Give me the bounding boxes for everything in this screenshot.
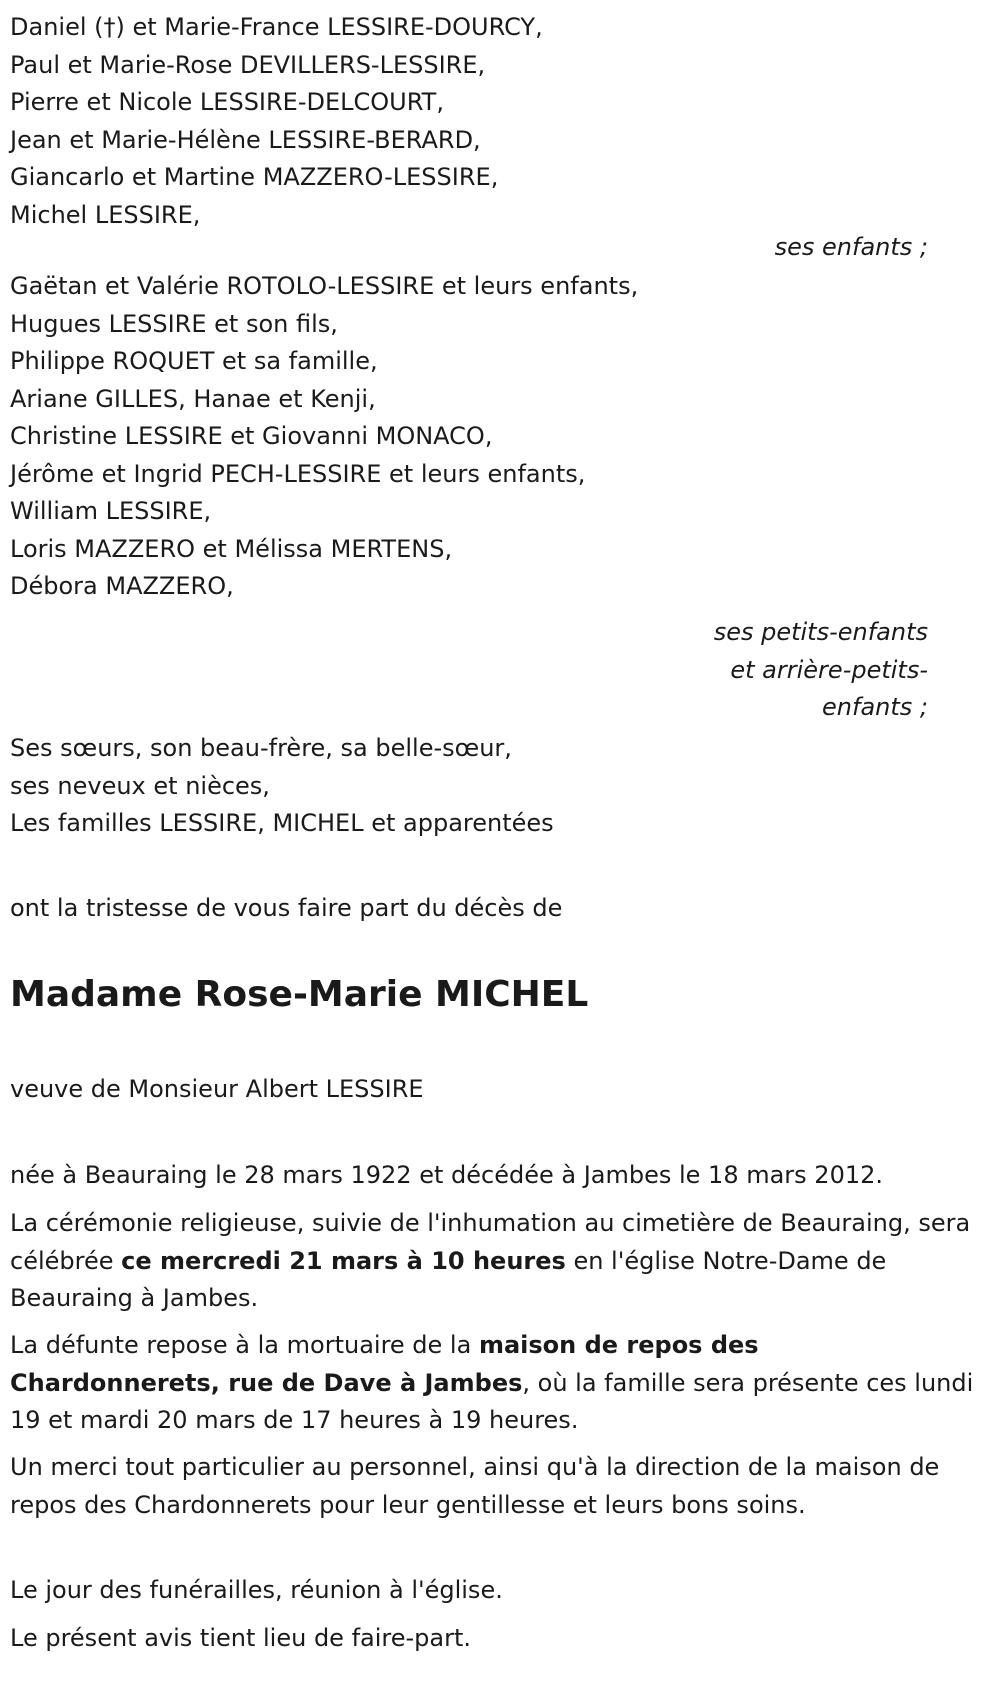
relatives-list bbox=[10, 730, 995, 843]
ceremony-text: La cérémonie religieuse, suivie de l'inhumation au cimetière de Beauraing, sera célébrée bbox=[10, 1209, 971, 1275]
grandchild-line: Jérôme et Ingrid PECH-LESSIRE et leurs enfants, bbox=[10, 459, 586, 488]
grandchild-line: Gaëtan et Valérie ROTOLO-LESSIRE et leurs enfants, bbox=[10, 272, 639, 300]
grandchild-line: Christine LESSIRE et Giovanni MONACO, bbox=[10, 422, 493, 450]
grandchildren-list bbox=[10, 268, 995, 606]
relative-line: Les familles LESSIRE, MICHEL et apparentées bbox=[10, 809, 554, 837]
repose-location: maison de repos des Chardonnerets, rue de Dave à Jambes bbox=[10, 1331, 759, 1397]
repose-text-end: , où la famille sera présente ces lundi 19 et mardi 20 mars de 17 heures à 19 heures. bbox=[10, 1368, 974, 1434]
child-line: Michel LESSIRE, bbox=[10, 200, 201, 229]
deceased-name: Madame Rose-Marie MICHEL bbox=[10, 974, 589, 1015]
children-role: ses enfants ; bbox=[774, 233, 928, 261]
grandchildren-role-line: enfants ; bbox=[822, 693, 928, 721]
announcement-text: ont la tristesse de vous faire part du décès de bbox=[10, 894, 563, 922]
grandchildren-role-line: ses petits-enfants bbox=[713, 618, 928, 646]
widow-of-text: veuve de Monsieur Albert LESSIRE bbox=[10, 1075, 424, 1103]
children-list bbox=[10, 9, 995, 234]
relative-line: Ses sœurs, son beau-frère, sa belle-sœur, bbox=[10, 734, 512, 762]
relative-line: ses neveux et nièces, bbox=[10, 771, 270, 800]
ceremony-text-end: en l'église Notre-Dame de Beauraing à Jambes. bbox=[10, 1246, 887, 1312]
child-line: Jean et Marie-Hélène LESSIRE-BERARD, bbox=[10, 125, 481, 154]
child-line: Daniel (†) et Marie-France LESSIRE-DOURCY, bbox=[10, 13, 543, 41]
grandchild-line: Loris MAZZERO et Mélissa MERTENS, bbox=[10, 534, 453, 563]
grandchild-line: Ariane GILLES, Hanae et Kenji, bbox=[10, 384, 376, 413]
notice-text: Le présent avis tient lieu de faire-part. bbox=[10, 1624, 472, 1652]
ceremony-datetime: ce mercredi 21 mars à 10 heures bbox=[121, 1246, 566, 1275]
grandchild-line: William LESSIRE, bbox=[10, 497, 212, 525]
child-line: Giancarlo et Martine MAZZERO-LESSIRE, bbox=[10, 163, 499, 191]
child-line: Pierre et Nicole LESSIRE-DELCOURT, bbox=[10, 88, 444, 116]
birth-death-text: née à Beauraing le 28 mars 1922 et décédée à Jambes le 18 mars 2012. bbox=[10, 1161, 884, 1189]
thanks-paragraph: Un merci tout particulier au personnel, ainsi qu'à la direction de la maison de repos des Chardonnerets pour leur gentillesse et leurs bons soins. bbox=[10, 1453, 940, 1519]
ceremony-paragraph bbox=[10, 1205, 975, 1318]
child-line: Paul et Marie-Rose DEVILLERS-LESSIRE, bbox=[10, 50, 486, 79]
grandchild-line: Philippe ROQUET et sa famille, bbox=[10, 347, 378, 375]
funeral-meeting-text: Le jour des funérailles, réunion à l'église. bbox=[10, 1576, 503, 1604]
grandchild-line: Débora MAZZERO, bbox=[10, 572, 234, 600]
grandchildren-role bbox=[714, 614, 928, 727]
grandchildren-role-line: et arrière-petits- bbox=[730, 655, 928, 684]
repose-text: La défunte repose à la mortuaire de la bbox=[10, 1331, 479, 1359]
repose-paragraph bbox=[10, 1327, 975, 1440]
grandchild-line: Hugues LESSIRE et son fils, bbox=[10, 309, 338, 338]
